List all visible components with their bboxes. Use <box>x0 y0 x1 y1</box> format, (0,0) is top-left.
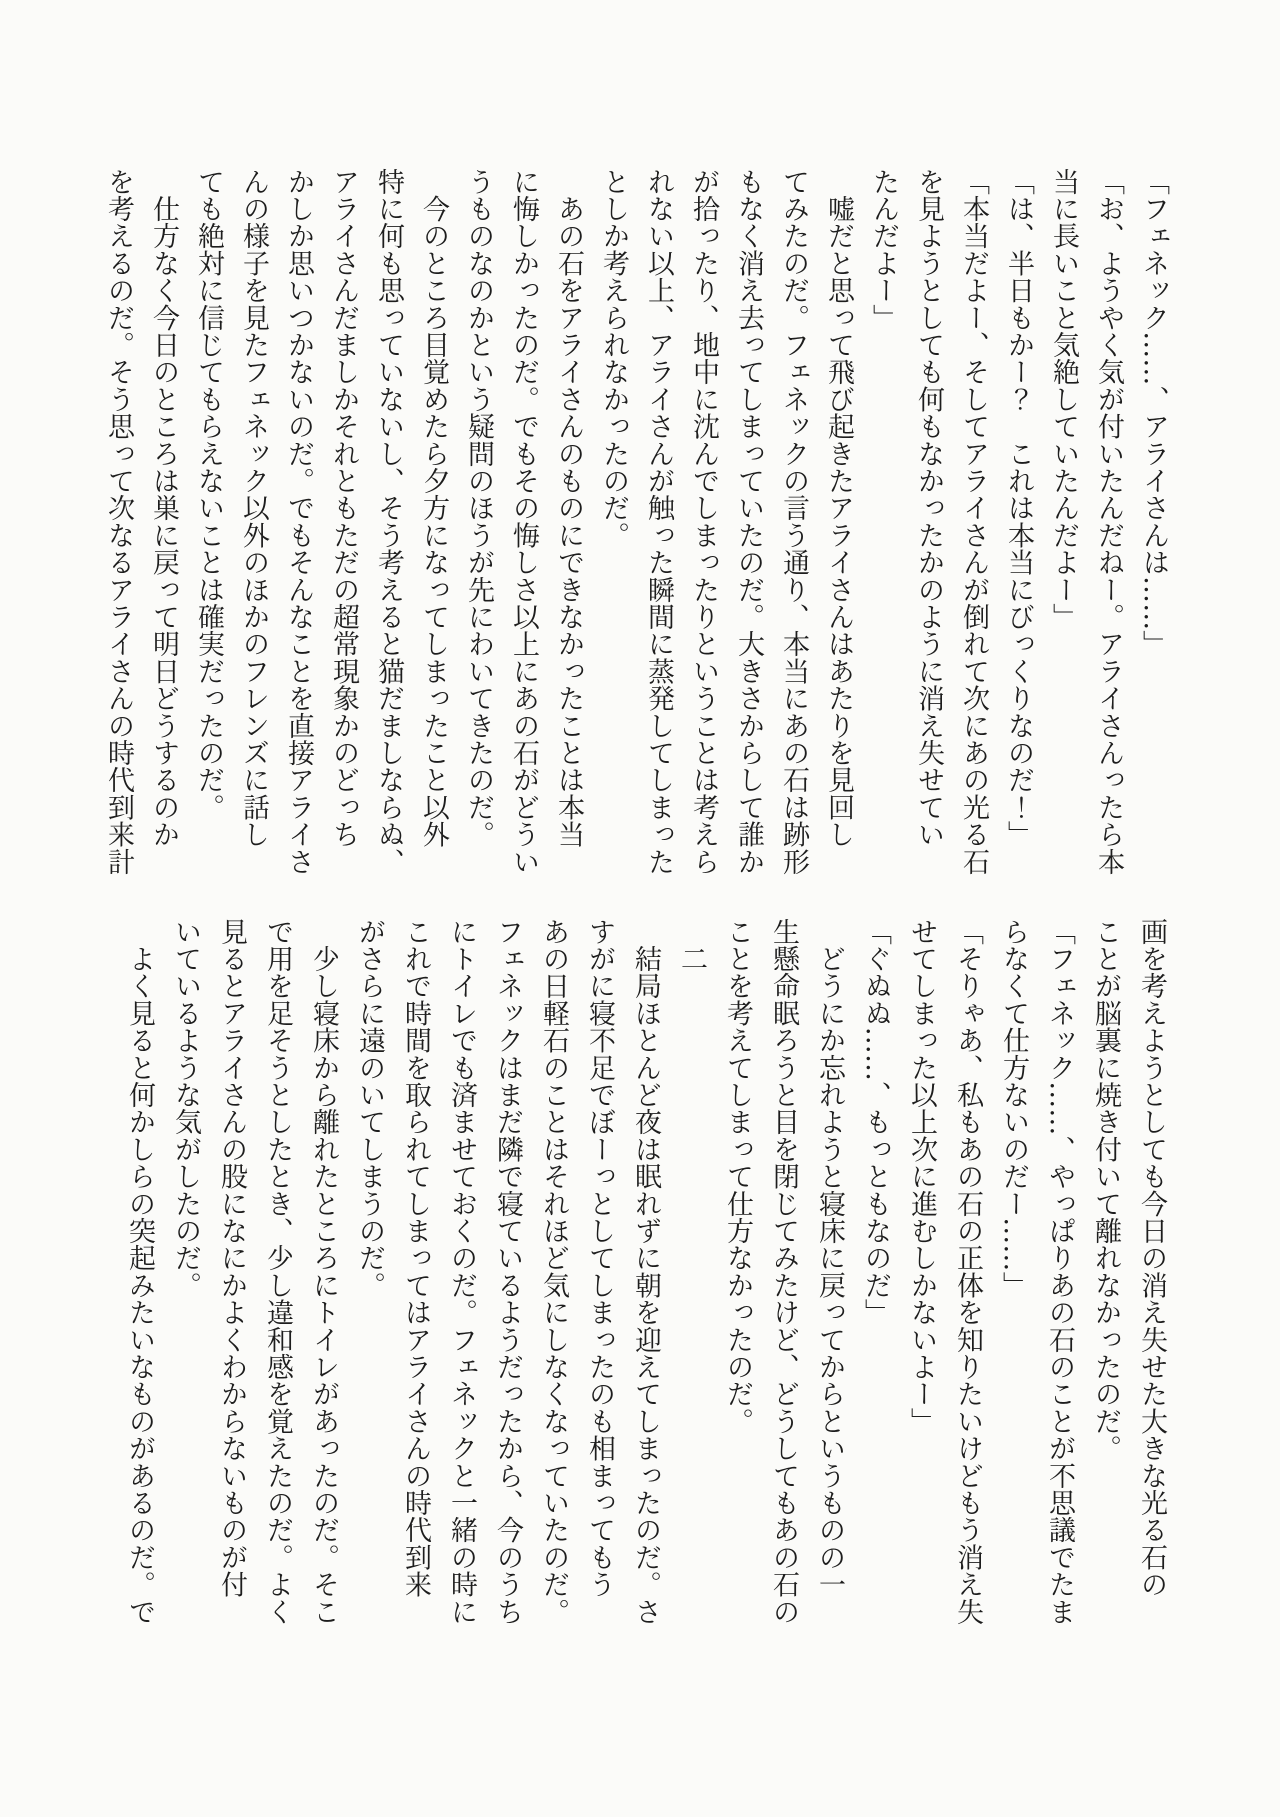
text-column: 二 <box>676 918 707 973</box>
text-column: かしか思いつかないのだ。でもそんなことを直接アライさ <box>283 168 314 876</box>
text-column: に悔しかったのだ。でもその悔しさ以上にあの石がどうい <box>508 168 539 876</box>
text-column: ことを考えてしまって仕方なかったのだ。 <box>722 918 753 1435</box>
text-column: もなく消え去ってしまっていたのだ。大きさからして誰か <box>733 168 764 876</box>
text-column: 今のところ目覚めたら夕方になってしまったこと以外 <box>418 168 449 848</box>
text-column: んの様子を見たフェネック以外のほかのフレンズに話し <box>238 168 269 848</box>
text-column: 「ぐぬぬ……、もっともなのだ」 <box>860 918 891 1326</box>
text-column: これで時間を取られてしまってはアライさんの時代到来 <box>400 918 431 1598</box>
text-column: てみたのだ。フェネックの言う通り、本当にあの石は跡形 <box>778 168 809 876</box>
text-column: 当に長いこと気絶していたんだよー」 <box>1048 168 1079 631</box>
text-column: を考えるのだ。そう思って次なるアライさんの時代到来計 <box>103 168 134 876</box>
text-column: らなくて仕方ないのだー……」 <box>998 918 1029 1299</box>
text-column: ことが脳裏に焼き付いて離れなかったのだ。 <box>1090 918 1121 1462</box>
text-column: たんだよー」 <box>868 168 899 332</box>
text-column: 「フェネック……、アライさんは……」 <box>1138 168 1169 658</box>
text-column: 画を考えようとしても今日の消え失せた大きな光る石の <box>1136 918 1167 1598</box>
text-column: で用を足そうとしたとき、少し違和感を覚えたのだ。よく <box>262 918 293 1626</box>
text-column: うものなのかという疑問のほうが先にわいてきたのだ。 <box>463 168 494 848</box>
text-column: どうにか忘れようと寝床に戻ってからというものの一 <box>814 918 845 1598</box>
text-column: を見ようとしても何もなかったかのように消え失せてい <box>913 168 944 848</box>
text-column: 「は、半日もかー？ これは本当にびっくりなのだ！」 <box>1003 168 1034 848</box>
text-column: にトイレでも済ませておくのだ。フェネックと一緒の時に <box>446 918 477 1626</box>
text-column: がさらに遠のいてしまうのだ。 <box>354 918 385 1299</box>
text-column: が拾ったり、地中に沈んでしまったりということは考えら <box>688 168 719 876</box>
top-text-block <box>96 168 1176 876</box>
text-column: 少し寝床から離れたところにトイレがあったのだ。そこ <box>308 918 339 1626</box>
text-column: ても絶対に信じてもらえないことは確実だったのだ。 <box>193 168 224 821</box>
text-column: としか考えられなかったのだ。 <box>598 168 629 549</box>
text-column: せてしまった以上次に進むしかないよー」 <box>906 918 937 1435</box>
text-column: すがに寝不足でぼーっとしてしまったのも相まってもう <box>584 918 615 1598</box>
text-column: れない以上、アライさんが触った瞬間に蒸発してしまった <box>643 168 674 876</box>
text-column: よく見ると何かしらの突起みたいなものがあるのだ。で <box>124 918 155 1626</box>
bottom-text-block <box>116 918 1174 1626</box>
text-column: フェネックはまだ隣で寝ているようだったから、今のうち <box>492 918 523 1626</box>
text-column: 「フェネック……、やっぱりあの石のことが不思議でたま <box>1044 918 1075 1626</box>
text-column: あの石をアライさんのものにできなかったことは本当 <box>553 168 584 848</box>
text-column: 結局ほとんど夜は眠れずに朝を迎えてしまったのだ。さ <box>630 918 661 1626</box>
text-column: 仕方なく今日のところは巣に戻って明日どうするのか <box>148 168 179 848</box>
text-column: 嘘だと思って飛び起きたアライさんはあたりを見回し <box>823 168 854 848</box>
text-column: 生懸命眠ろうと目を閉じてみたけど、どうしてもあの石の <box>768 918 799 1626</box>
text-column: 特に何も思っていないし、そう考えると猫だましならぬ、 <box>373 168 404 876</box>
text-column: 「本当だよー、そしてアライさんが倒れて次にあの光る石 <box>958 168 989 876</box>
text-column: 「お、ようやく気が付いたんだねー。アライさんったら本 <box>1093 168 1124 876</box>
text-column: アライさんだましかそれともただの超常現象かのどっち <box>328 168 359 848</box>
text-column: あの日軽石のことはそれほど気にしなくなっていたのだ。 <box>538 918 569 1626</box>
text-column: 見るとアライさんの股になにかよくわからないものが付 <box>216 918 247 1598</box>
text-column: いているような気がしたのだ。 <box>170 918 201 1299</box>
text-column: 「そりゃあ、私もあの石の正体を知りたいけどもう消え失 <box>952 918 983 1626</box>
